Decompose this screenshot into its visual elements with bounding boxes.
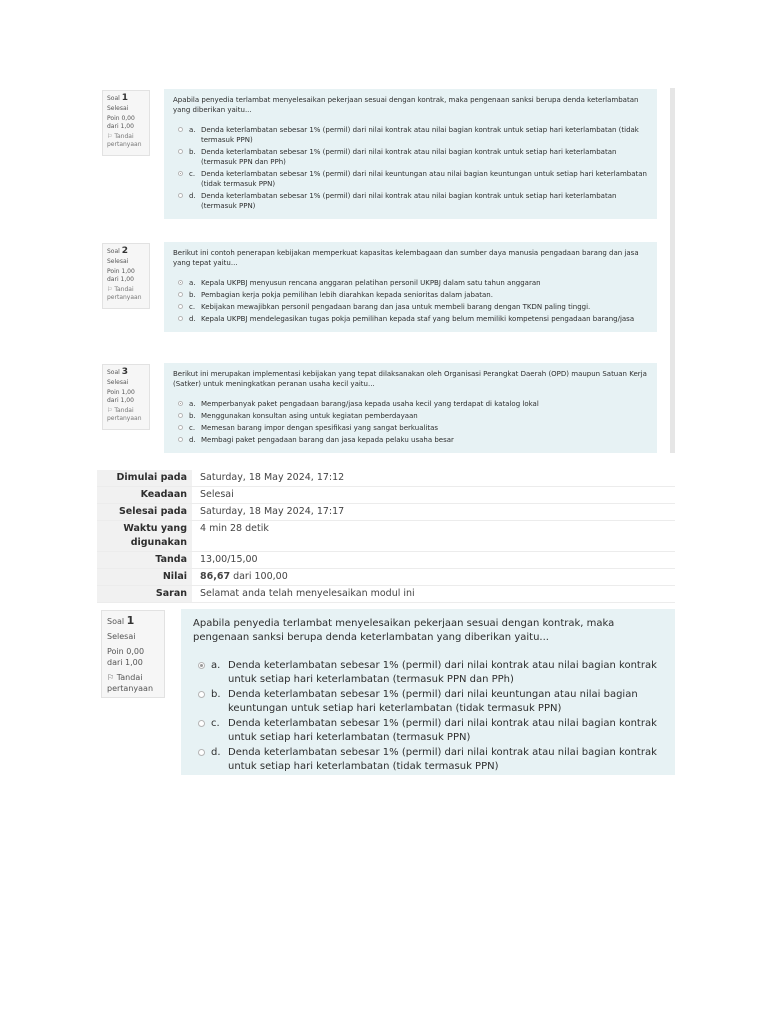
summary-value: Selamat anda telah menyelesaikan modul ini bbox=[200, 588, 415, 599]
radio-icon[interactable] bbox=[178, 304, 183, 309]
question-status: Selesai bbox=[107, 258, 129, 265]
question-status: Selesai bbox=[107, 105, 129, 112]
answer-option[interactable]: b. Denda keterlambatan sebesar 1% (permil) dari nilai kontrak atau nilai bagian kontrak untuk setiap hari keterlambatan (termasuk PPN dan PPh) bbox=[173, 147, 649, 167]
attempt-summary-table bbox=[97, 470, 675, 603]
question-points: Poin 1,00 dari 1,00 bbox=[107, 389, 135, 404]
flag-question-link[interactable]: ⚐ Tandai pertanyaan bbox=[107, 133, 142, 148]
question-info bbox=[101, 610, 165, 698]
answer-option[interactable]: c. Denda keterlambatan sebesar 1% (permil) dari nilai kontrak atau nilai bagian kontrak untuk setiap hari keterlambatan (termasuk PPN) bbox=[193, 717, 665, 745]
question-text: Berikut ini merupakan implementasi kebijakan yang tepat dilaksanakan oleh Organisasi Perangkat Daerah (OPD) maupun Satuan Kerja (Satker) untuk meningkatkan peranan usaha kecil yaitu... bbox=[173, 370, 647, 388]
answer-option[interactable]: a. Memperbanyak paket pengadaan barang/jasa kepada usaha kecil yang terdapat di katalog lokal bbox=[173, 399, 649, 409]
summary-value: Selesai bbox=[200, 489, 234, 500]
answer-option[interactable]: b. Pembagian kerja pokja pemilihan lebih diarahkan kepada senioritas dalam jabatan. bbox=[173, 290, 649, 300]
summary-label: Keadaan bbox=[97, 487, 192, 503]
radio-icon[interactable] bbox=[178, 292, 183, 297]
flag-question-link[interactable]: ⚐ Tandai pertanyaan bbox=[107, 673, 154, 693]
question-info bbox=[102, 364, 150, 430]
summary-row-state bbox=[97, 487, 675, 504]
flag-icon: ⚐ bbox=[107, 673, 115, 682]
answer-option[interactable]: d. Kepala UKPBJ mendelegasikan tugas pokja pemilihan kepada staf yang belum memiliki kompetensi pengadaan barang/jasa bbox=[173, 314, 649, 324]
radio-icon[interactable] bbox=[178, 127, 183, 132]
summary-row-grade bbox=[97, 569, 675, 586]
question-status: Selesai bbox=[107, 632, 136, 641]
answer-option[interactable]: b. Menggunakan konsultan asing untuk kegiatan pemberdayaan bbox=[173, 411, 649, 421]
summary-row-feedback bbox=[97, 586, 675, 603]
quiz-review-small bbox=[97, 84, 675, 454]
answer-option[interactable]: a. Kepala UKPBJ menyusun rencana anggaran pelatihan personil UKPBJ dalam satu tahun anggaran bbox=[173, 278, 649, 288]
question-number: Soal 2 bbox=[107, 246, 129, 256]
answer-option[interactable]: d. Membagi paket pengadaan barang dan jasa kepada pelaku usaha besar bbox=[173, 435, 649, 445]
radio-icon[interactable] bbox=[178, 401, 183, 406]
summary-value: Saturday, 18 May 2024, 17:12 bbox=[200, 472, 345, 483]
summary-label: Selesai pada bbox=[97, 504, 192, 520]
summary-value: 4 min 28 detik bbox=[200, 523, 269, 534]
flag-question-link[interactable]: ⚐ Tandai pertanyaan bbox=[107, 286, 142, 301]
question-points: Poin 1,00 dari 1,00 bbox=[107, 268, 135, 283]
summary-row-marks bbox=[97, 552, 675, 569]
answer-option[interactable]: c. Memesan barang impor dengan spesifikasi yang sangat berkualitas bbox=[173, 423, 649, 433]
summary-row-started bbox=[97, 470, 675, 487]
question-content bbox=[181, 609, 675, 775]
radio-icon[interactable] bbox=[178, 171, 183, 176]
summary-label: Dimulai pada bbox=[97, 470, 192, 486]
question-number: Soal 3 bbox=[107, 367, 129, 377]
summary-value bbox=[192, 569, 675, 585]
radio-icon[interactable] bbox=[178, 437, 183, 442]
summary-label: Waktu yang digunakan bbox=[97, 521, 192, 551]
answer-option[interactable]: c. Denda keterlambatan sebesar 1% (permil) dari nilai keuntungan atau nilai bagian keuntungan untuk setiap hari keterlambatan (tidak termasuk PPN) bbox=[173, 169, 649, 189]
flag-question-link[interactable]: ⚐ Tandai pertanyaan bbox=[107, 407, 142, 422]
flag-icon: ⚐ bbox=[107, 133, 113, 140]
flag-icon: ⚐ bbox=[107, 407, 113, 414]
question-info bbox=[102, 243, 150, 309]
radio-icon[interactable] bbox=[198, 691, 205, 698]
question-text: Berikut ini contoh penerapan kebijakan memperkuat kapasitas kelembagaan dan sumber daya manusia pengadaan barang dan jasa yang tepat yaitu... bbox=[173, 249, 639, 267]
question-content bbox=[164, 89, 657, 219]
question-content bbox=[164, 363, 657, 453]
answer-option[interactable]: a. Denda keterlambatan sebesar 1% (permil) dari nilai kontrak atau nilai bagian kontrak untuk setiap hari keterlambatan (tidak termasuk PPN) bbox=[173, 125, 649, 145]
radio-icon[interactable] bbox=[178, 193, 183, 198]
radio-icon[interactable] bbox=[178, 425, 183, 430]
radio-icon[interactable] bbox=[198, 662, 205, 669]
answer-option[interactable]: c. Kebijakan mewajibkan personil pengadaan barang dan jasa untuk membeli barang dengan TKDN paling tinggi. bbox=[173, 302, 649, 312]
summary-row-completed bbox=[97, 504, 675, 521]
question-number: Soal 1 bbox=[107, 93, 129, 103]
radio-icon[interactable] bbox=[178, 149, 183, 154]
radio-icon[interactable] bbox=[198, 749, 205, 756]
radio-icon[interactable] bbox=[198, 720, 205, 727]
question-status: Selesai bbox=[107, 379, 129, 386]
radio-icon[interactable] bbox=[178, 280, 183, 285]
summary-label: Tanda bbox=[97, 552, 192, 568]
answer-option[interactable]: d. Denda keterlambatan sebesar 1% (permil) dari nilai kontrak atau nilai bagian kontrak untuk setiap hari keterlambatan (termasuk PPN) bbox=[173, 191, 649, 211]
question-info bbox=[102, 90, 150, 156]
summary-label: Nilai bbox=[97, 569, 192, 585]
question-points: Poin 0,00 dari 1,00 bbox=[107, 647, 145, 667]
question-text: Apabila penyedia terlambat menyelesaikan pekerjaan sesuai dengan kontrak, maka pengenaan sanksi berupa denda keterlambatan yang diberikan yaitu... bbox=[193, 618, 615, 643]
question-content bbox=[164, 242, 657, 332]
question-text: Apabila penyedia terlambat menyelesaikan pekerjaan sesuai dengan kontrak, maka pengenaan sanksi berupa denda keterlambatan yang diberikan yaitu... bbox=[173, 96, 639, 114]
answer-option[interactable]: b. Denda keterlambatan sebesar 1% (permil) dari nilai keuntungan atau nilai bagian keuntungan untuk setiap hari keterlambatan (tidak termasuk PPN) bbox=[193, 688, 665, 716]
radio-icon[interactable] bbox=[178, 316, 183, 321]
summary-value: Saturday, 18 May 2024, 17:17 bbox=[200, 506, 345, 517]
summary-value: 13,00/15,00 bbox=[200, 554, 258, 565]
answer-option[interactable]: a. Denda keterlambatan sebesar 1% (permil) dari nilai kontrak atau nilai bagian kontrak untuk setiap hari keterlambatan (termasuk PPN dan PPh) bbox=[193, 659, 665, 687]
summary-row-time bbox=[97, 521, 675, 552]
flag-icon: ⚐ bbox=[107, 286, 113, 293]
radio-icon[interactable] bbox=[178, 413, 183, 418]
question-points: Poin 0,00 dari 1,00 bbox=[107, 115, 135, 130]
answer-option[interactable]: d. Denda keterlambatan sebesar 1% (permil) dari nilai kontrak atau nilai bagian kontrak untuk setiap hari keterlambatan (tidak termasuk PPN) bbox=[193, 746, 665, 774]
grade-score: 86,67 bbox=[200, 571, 231, 582]
question-number: Soal 1 bbox=[107, 614, 135, 627]
summary-label: Saran bbox=[97, 586, 192, 602]
grade-suffix: dari 100,00 bbox=[230, 571, 288, 582]
